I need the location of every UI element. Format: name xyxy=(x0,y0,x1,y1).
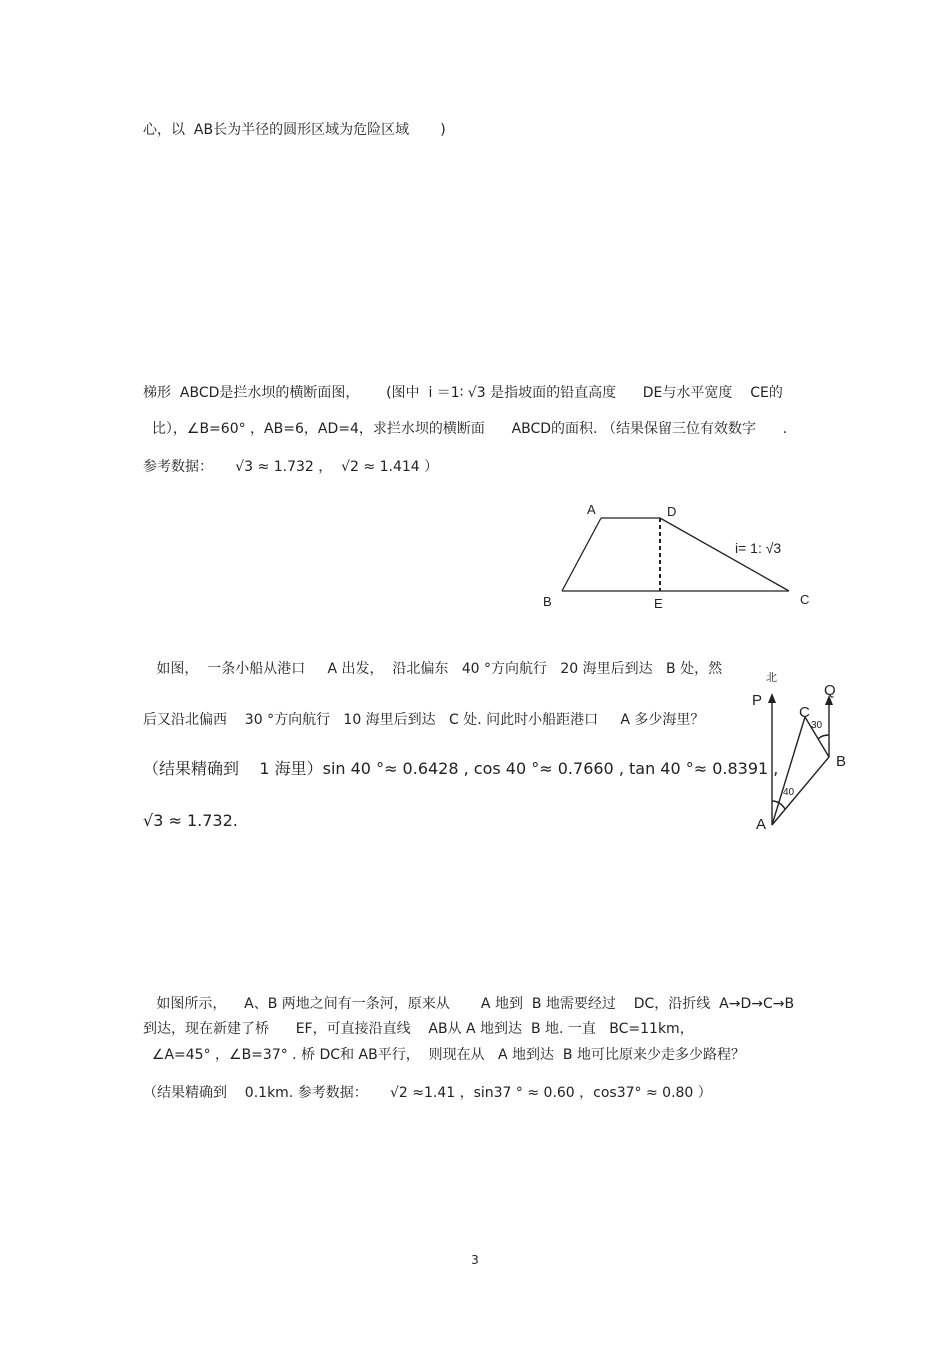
angle-label-30: 30 xyxy=(811,720,823,731)
slope-label: i= 1: √3 xyxy=(735,540,782,556)
arrow-p xyxy=(768,693,776,703)
route-ab xyxy=(772,757,829,825)
label-d: D xyxy=(667,504,677,519)
text-line: 心，以 AB长为半径的圆形区域为危险区域 ) xyxy=(143,122,446,138)
text-line: 梯形 ABCD是拦水坝的横断面图， (图中 i ＝1∶ √3 是指坡面的铅直高度 DE与水平宽度 CE的 xyxy=(143,385,783,401)
text-line: 后又沿北偏西 30 °方向航行 10 海里后到达 C 处. 问此时小船距港口 A 多少海里？ xyxy=(143,712,705,728)
page-number: 3 xyxy=(471,1253,479,1267)
text-line: √3 ≈ 1.732. xyxy=(143,811,238,830)
text-line: （结果精确到 1 海里）sin 40 °≈ 0.6428 , cos 40 °≈ 0.7660 , tan 40 °≈ 0.8391 , xyxy=(143,759,779,778)
label-c: C xyxy=(799,704,810,721)
trapezoid-figure xyxy=(535,500,815,610)
label-p: P xyxy=(752,692,763,709)
label-b: B xyxy=(836,753,847,770)
label-q: Q xyxy=(824,682,836,699)
label-c: C xyxy=(800,592,810,607)
angle-label-40: 40 xyxy=(783,787,795,798)
edge-ab xyxy=(562,518,601,591)
label-b: B xyxy=(543,594,552,609)
label-a: A xyxy=(756,816,767,833)
ship-route-figure xyxy=(750,665,860,840)
text-line: （结果精确到 0.1km. 参考数据： √2 ≈1.41 ，sin37 ° ≈ 0.60 ，cos37° ≈ 0.80 ） xyxy=(143,1085,712,1101)
north-label: 北 xyxy=(766,672,777,684)
text-line: 如图， 一条小船从港口 A 出发， 沿北偏东 40 °方向航行 20 海里后到达 B 处，然 xyxy=(143,661,723,677)
text-line: 比），∠B=60° ，AB=6，AD=4，求拦水坝的横断面 ABCD的面积. （结果保留三位有效数字 . xyxy=(143,421,788,437)
text-line: 如图所示， A、B 两地之间有一条河，原来从 A 地到 B 地需要经过 DC，沿折线 A→D→C→B xyxy=(143,996,795,1012)
label-e: E xyxy=(654,596,663,610)
angle-arc-b xyxy=(818,735,829,739)
text-line: ∠A=45° ，∠B=37° . 桥 DC和 AB平行， 则现在从 A 地到达 B 地可比原来少走多少路程？ xyxy=(143,1047,745,1063)
text-line: 到达，现在新建了桥 EF，可直接沿直线 AB从 A 地到达 B 地. 一直 BC=11km， xyxy=(143,1021,694,1037)
label-a: A xyxy=(587,502,596,517)
text-line: 参考数据： √3 ≈ 1.732 ， √2 ≈ 1.414 ） xyxy=(143,459,439,475)
segment-ac xyxy=(772,717,805,825)
